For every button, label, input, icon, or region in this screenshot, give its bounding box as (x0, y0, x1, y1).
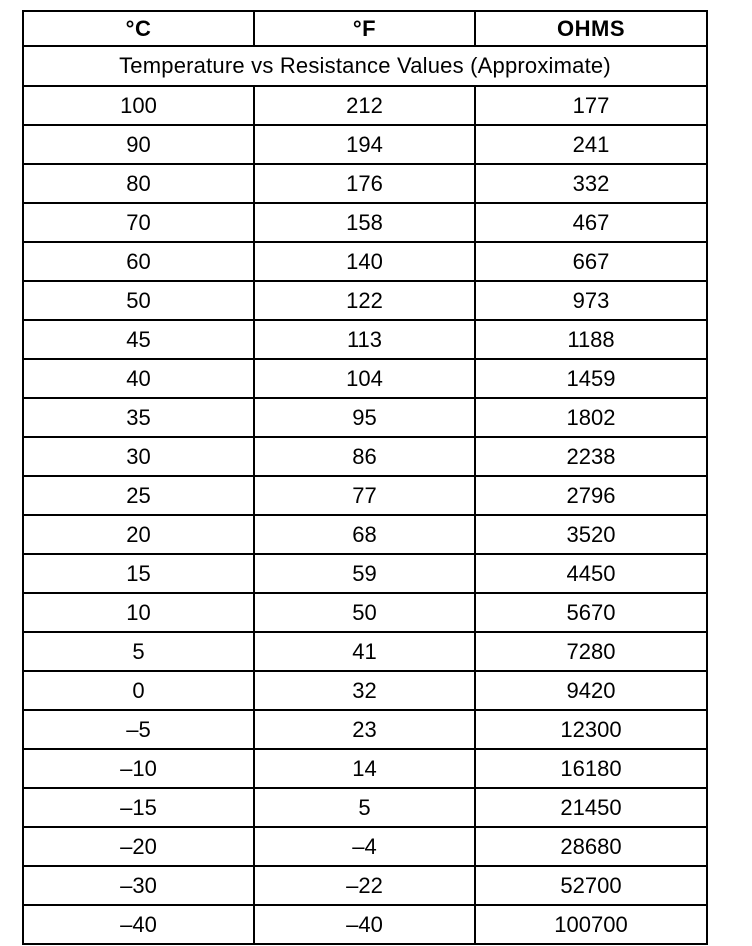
fahrenheit-cell: –22 (254, 866, 475, 905)
fahrenheit-cell: 176 (254, 164, 475, 203)
fahrenheit-cell: 194 (254, 125, 475, 164)
ohms-cell: 21450 (475, 788, 707, 827)
fahrenheit-cell: 86 (254, 437, 475, 476)
fahrenheit-cell: 14 (254, 749, 475, 788)
table-row (23, 632, 707, 671)
celsius-cell: 10 (23, 593, 254, 632)
table-row (23, 554, 707, 593)
fahrenheit-cell: 41 (254, 632, 475, 671)
ohms-cell: 177 (475, 86, 707, 125)
fahrenheit-cell: 113 (254, 320, 475, 359)
table-row (23, 827, 707, 866)
header-fahrenheit: °F (254, 11, 475, 46)
ohms-cell: 973 (475, 281, 707, 320)
table-row (23, 398, 707, 437)
table-row (23, 125, 707, 164)
fahrenheit-cell: –40 (254, 905, 475, 944)
ohms-cell: 5670 (475, 593, 707, 632)
celsius-cell: –20 (23, 827, 254, 866)
ohms-cell: 4450 (475, 554, 707, 593)
celsius-cell: 70 (23, 203, 254, 242)
celsius-cell: –15 (23, 788, 254, 827)
celsius-cell: 90 (23, 125, 254, 164)
table-row (23, 320, 707, 359)
table-row (23, 710, 707, 749)
ohms-cell: 332 (475, 164, 707, 203)
temperature-resistance-table-container (22, 10, 706, 937)
table-row (23, 203, 707, 242)
celsius-cell: 60 (23, 242, 254, 281)
ohms-cell: 2796 (475, 476, 707, 515)
fahrenheit-cell: 122 (254, 281, 475, 320)
celsius-cell: –30 (23, 866, 254, 905)
header-ohms: OHMS (475, 11, 707, 46)
celsius-cell: 40 (23, 359, 254, 398)
ohms-cell: 1188 (475, 320, 707, 359)
fahrenheit-cell: 68 (254, 515, 475, 554)
header-celsius: °C (23, 11, 254, 46)
ohms-cell: 1802 (475, 398, 707, 437)
fahrenheit-cell: 158 (254, 203, 475, 242)
celsius-cell: –5 (23, 710, 254, 749)
ohms-cell: 2238 (475, 437, 707, 476)
celsius-cell: 100 (23, 86, 254, 125)
celsius-cell: 25 (23, 476, 254, 515)
table-row (23, 476, 707, 515)
celsius-cell: 0 (23, 671, 254, 710)
celsius-cell: 50 (23, 281, 254, 320)
celsius-cell: 80 (23, 164, 254, 203)
fahrenheit-cell: 140 (254, 242, 475, 281)
table-row (23, 359, 707, 398)
temperature-resistance-table (22, 10, 708, 945)
celsius-cell: –10 (23, 749, 254, 788)
table-row (23, 86, 707, 125)
fahrenheit-cell: 5 (254, 788, 475, 827)
ohms-cell: 241 (475, 125, 707, 164)
table-row (23, 164, 707, 203)
ohms-cell: 667 (475, 242, 707, 281)
ohms-cell: 100700 (475, 905, 707, 944)
fahrenheit-cell: 95 (254, 398, 475, 437)
celsius-cell: 5 (23, 632, 254, 671)
ohms-cell: 28680 (475, 827, 707, 866)
ohms-cell: 52700 (475, 866, 707, 905)
fahrenheit-cell: 212 (254, 86, 475, 125)
table-row (23, 593, 707, 632)
fahrenheit-cell: 77 (254, 476, 475, 515)
table-row (23, 788, 707, 827)
table-row (23, 281, 707, 320)
celsius-cell: 35 (23, 398, 254, 437)
ohms-cell: 16180 (475, 749, 707, 788)
table-row (23, 866, 707, 905)
caption-row (23, 46, 707, 86)
table-row (23, 905, 707, 944)
ohms-cell: 9420 (475, 671, 707, 710)
fahrenheit-cell: 50 (254, 593, 475, 632)
celsius-cell: 20 (23, 515, 254, 554)
ohms-cell: 3520 (475, 515, 707, 554)
fahrenheit-cell: 104 (254, 359, 475, 398)
celsius-cell: 45 (23, 320, 254, 359)
header-row (23, 11, 707, 46)
table-row (23, 242, 707, 281)
celsius-cell: 15 (23, 554, 254, 593)
celsius-cell: 30 (23, 437, 254, 476)
fahrenheit-cell: 59 (254, 554, 475, 593)
ohms-cell: 1459 (475, 359, 707, 398)
ohms-cell: 12300 (475, 710, 707, 749)
table-row (23, 671, 707, 710)
ohms-cell: 7280 (475, 632, 707, 671)
table-row (23, 437, 707, 476)
fahrenheit-cell: –4 (254, 827, 475, 866)
table-row (23, 749, 707, 788)
fahrenheit-cell: 23 (254, 710, 475, 749)
ohms-cell: 467 (475, 203, 707, 242)
celsius-cell: –40 (23, 905, 254, 944)
table-caption: Temperature vs Resistance Values (Approximate) (23, 46, 707, 86)
fahrenheit-cell: 32 (254, 671, 475, 710)
table-body (23, 86, 707, 944)
table-row (23, 515, 707, 554)
